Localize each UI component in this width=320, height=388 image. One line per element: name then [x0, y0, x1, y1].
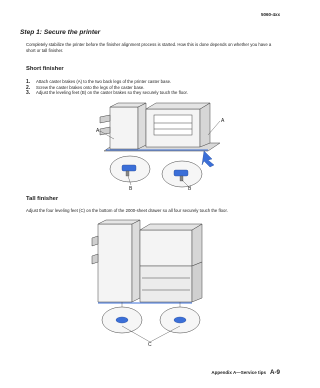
footer-section: Appendix A—Service tips [211, 370, 267, 375]
tall-finisher-heading: Tall finisher [26, 196, 59, 202]
page-footer [211, 369, 280, 376]
intro-paragraph: Completely stabilize the printer before the finisher alignment process is started. How this is done depends on whether you have a short or tall finisher. [26, 42, 272, 53]
step-title: Step 1: Secure the printer [20, 29, 101, 36]
callout-c: C [148, 342, 152, 348]
callout-a-left: A [96, 128, 100, 134]
callout-b-right: B [188, 186, 192, 192]
step-item: 3. Adjust the leveling feet (B) on the caster brakes so they securely touch the floor. [26, 90, 188, 97]
short-finisher-steps [26, 79, 281, 96]
document-id: 5060-4xx [260, 12, 280, 17]
callout-a-right: A [221, 118, 225, 124]
page-number: A-9 [270, 369, 280, 376]
step-item: 2. Screw the caster brakes onto the legs of the caster base. [26, 84, 145, 91]
callout-b-left: B [129, 186, 133, 192]
short-finisher-heading: Short finisher [26, 66, 64, 72]
step-item: 1. Attach caster brakes (A) to the two back legs of the printer caster base. [26, 79, 172, 85]
tall-finisher-figure [92, 216, 216, 346]
short-finisher-figure [96, 99, 226, 192]
tall-finisher-paragraph: Adjust the four leveling feet (C) on the bottom of the 2000-sheet drawer so all four securely touch the floor. [26, 208, 228, 213]
